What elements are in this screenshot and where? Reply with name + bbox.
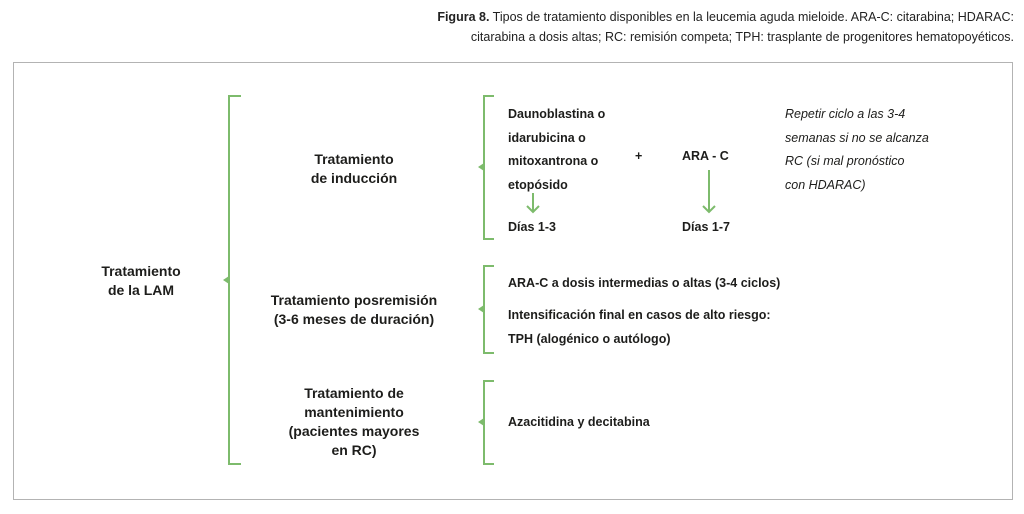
maintenance-bracket bbox=[484, 381, 494, 464]
arac-label: ARA - C bbox=[682, 149, 729, 163]
arrow-arac-to-days bbox=[703, 170, 715, 212]
main-bracket-notch bbox=[223, 276, 229, 284]
postremission-label-line-2: (3-6 meses de duración) bbox=[273, 311, 435, 327]
drug-line-2: idarubicina o bbox=[508, 130, 586, 145]
postremission-item-2 bbox=[508, 304, 771, 351]
maintenance-item: Azacitidina y decitabina bbox=[508, 415, 650, 429]
note-line-4: con HDARAC) bbox=[785, 177, 866, 192]
note-line-1: Repetir ciclo a las 3-4 bbox=[785, 107, 906, 121]
postremission-item-2-line-1: Intensificación final en casos de alto riesgo: bbox=[508, 308, 771, 322]
postremission-bracket bbox=[484, 266, 494, 353]
postremission-item-2-line-2: TPH (alogénico o autólogo) bbox=[508, 331, 671, 346]
induction-bracket-notch bbox=[478, 163, 484, 171]
induction-label-line-2: de inducción bbox=[310, 170, 398, 186]
caption-line-2: citarabina a dosis altas; RC: remisión competa; TPH: trasplante de progenitores hematopoyéticos. bbox=[470, 30, 1014, 44]
note-line-2: semanas si no se alcanza bbox=[785, 130, 929, 145]
days-1-7: Días 1-7 bbox=[682, 220, 730, 234]
plus-sign: + bbox=[635, 149, 643, 163]
maintenance-label bbox=[269, 384, 439, 460]
maintenance-label-line-3: (pacientes mayores bbox=[288, 423, 420, 439]
main-bracket bbox=[229, 96, 241, 464]
drug-line-1: Daunoblastina o bbox=[508, 107, 606, 121]
postremission-item-1: ARA-C a dosis intermedias o altas (3-4 ciclos) bbox=[508, 276, 781, 290]
caption-line-1: Tipos de tratamiento disponibles en la leucemia aguda mieloide. ARA-C: citarabina; HDARAC: bbox=[492, 10, 1014, 24]
induction-label-line-1: Tratamiento bbox=[314, 151, 394, 167]
induction-label bbox=[284, 150, 424, 188]
induction-bracket bbox=[484, 96, 494, 239]
root-label bbox=[76, 262, 206, 300]
drug-line-4: etopósido bbox=[508, 177, 568, 192]
maintenance-label-line-2: mantenimiento bbox=[304, 404, 404, 420]
root-label-line-1: Tratamiento bbox=[101, 263, 181, 279]
postremission-label bbox=[254, 291, 454, 329]
maintenance-bracket-notch bbox=[478, 418, 484, 426]
days-1-3: Días 1-3 bbox=[508, 220, 556, 234]
drug-line-3: mitoxantrona o bbox=[508, 154, 599, 168]
note-line-3: RC (si mal pronóstico bbox=[785, 154, 905, 168]
postremission-label-line-1: Tratamiento posremisión bbox=[270, 292, 438, 308]
root-label-line-2: de la LAM bbox=[107, 282, 175, 298]
maintenance-label-line-1: Tratamiento de bbox=[304, 385, 404, 401]
figure-label: Figura 8. bbox=[437, 10, 490, 24]
maintenance-label-line-4: en RC) bbox=[331, 442, 377, 458]
postremission-bracket-notch bbox=[478, 305, 484, 313]
repeat-cycle-note bbox=[785, 103, 929, 197]
induction-drugs bbox=[508, 103, 605, 197]
